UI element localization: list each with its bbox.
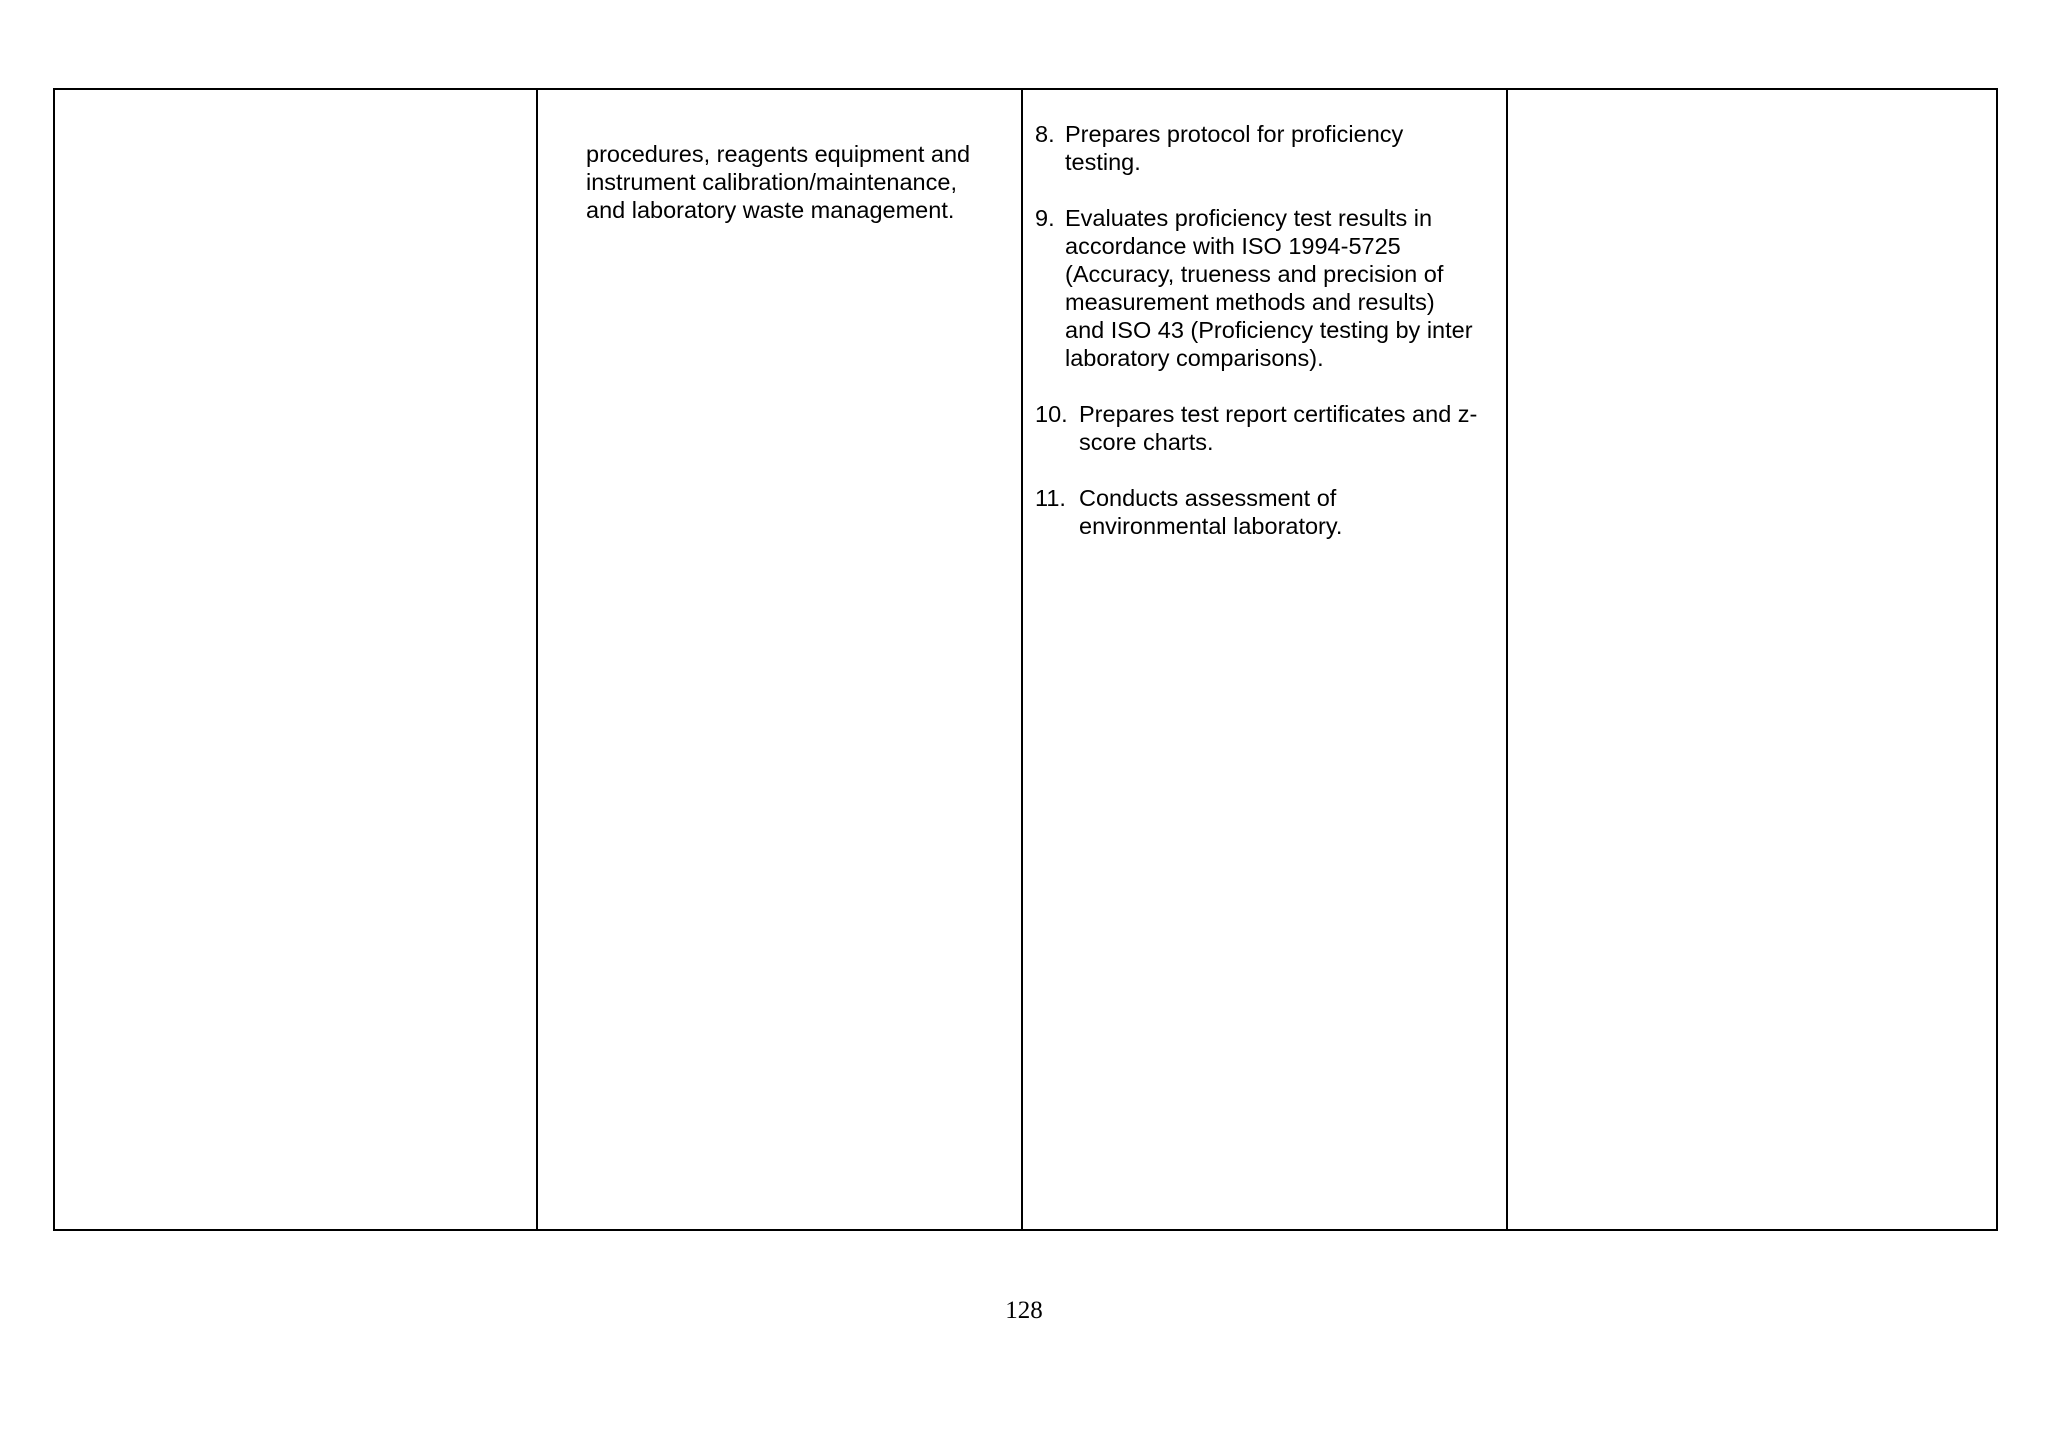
list-item-text: Prepares protocol for proficiency testing. [1065,121,1404,175]
list-item [1035,484,1505,540]
list-item [1035,400,1505,456]
duties-list [1035,120,1505,568]
page-number: 128 [1005,1297,1043,1324]
procedures-text: procedures, reagents equipment and instrument calibration/maintenance, and laboratory waste management. [586,141,971,223]
list-item [1035,120,1505,176]
list-item [1035,204,1505,372]
list-item-number: 8. [1035,121,1055,147]
table-column-1 [55,90,538,1229]
table-column-4 [1508,90,1996,1229]
list-item-text: Evaluates proficiency test results in accordance with ISO 1994-5725 (Accuracy, trueness and precision of measurement methods and results) and ISO 43 (Proficiency testing by inter laboratory comparisons). [1065,205,1473,371]
list-item-number: 10. [1035,401,1068,427]
list-item-number: 11. [1035,485,1066,511]
list-item-text: Conducts assessment of environmental laboratory. [1079,485,1343,539]
table-column-2 [538,90,1023,1229]
document-table [53,88,1998,1231]
list-item-number: 9. [1035,205,1055,231]
table-column-3 [1023,90,1508,1229]
list-item-text: Prepares test report certificates and z- score charts. [1079,401,1478,455]
